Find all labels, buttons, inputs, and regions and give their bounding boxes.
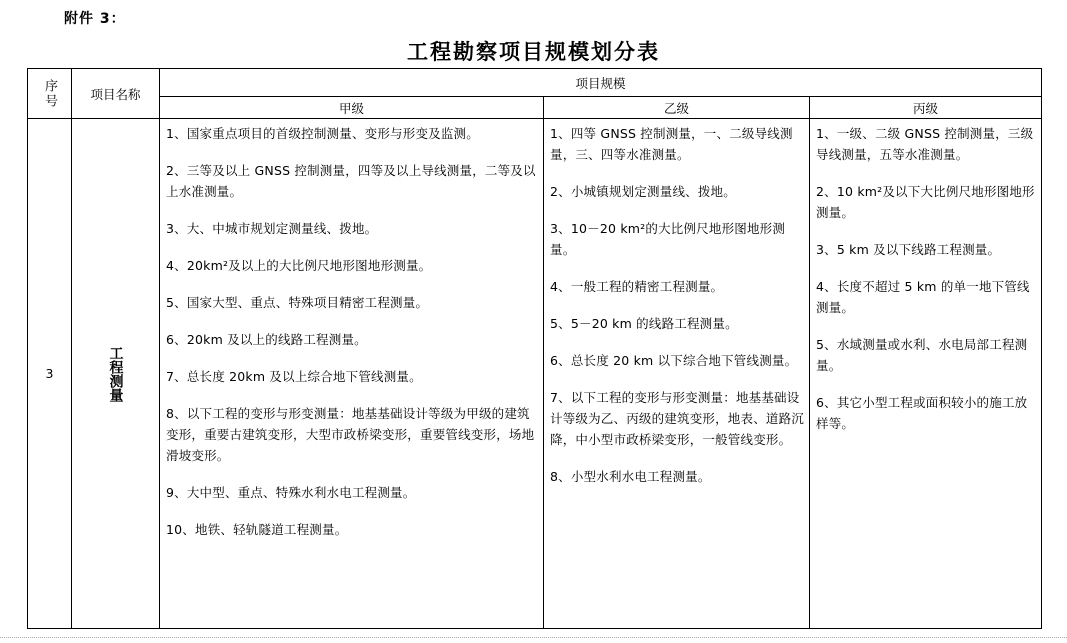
row-name: 工程测量 [107, 345, 124, 402]
list-item: 4、20km²及以上的大比例尺地形图地形测量。 [166, 258, 432, 273]
grade-b-cell [544, 119, 810, 629]
grade-a-cell [160, 119, 544, 629]
row-name-cell [72, 119, 160, 629]
list-item: 2、小城镇规划定测量线、拨地。 [550, 184, 736, 199]
grade-b-list [544, 119, 809, 487]
list-item: 6、20km 及以上的线路工程测量。 [166, 332, 367, 347]
grade-a-list [160, 119, 543, 540]
header-name: 项目名称 [72, 69, 160, 119]
list-item: 4、长度不超过 5 km 的单一地下管线测量。 [816, 279, 1030, 315]
grade-c-list [810, 119, 1041, 434]
list-item: 1、四等 GNSS 控制测量，一、二级导线测量，三、四等水准测量。 [550, 126, 793, 162]
list-item: 2、10 km²及以下大比例尺地形图地形测量。 [816, 184, 1035, 220]
list-item: 4、一般工程的精密工程测量。 [550, 279, 724, 294]
page-divider [0, 637, 1067, 638]
list-item: 2、三等及以上 GNSS 控制测量，四等及以上导线测量，二等及以上水准测量。 [166, 163, 536, 199]
page-title: 工程勘察项目规模划分表 [407, 40, 660, 64]
list-item: 5、5－20 km 的线路工程测量。 [550, 316, 738, 331]
list-item: 3、5 km 及以下线路工程测量。 [816, 242, 1001, 257]
list-item: 8、小型水利水电工程测量。 [550, 469, 711, 484]
header-seq-label: 序号 [42, 78, 57, 109]
row-number: 3 [28, 119, 72, 629]
attachment-label: 附件 3： [64, 11, 126, 27]
list-item: 1、一级、二级 GNSS 控制测量，三级导线测量，五等水准测量。 [816, 126, 1034, 162]
list-item: 9、大中型、重点、特殊水利水电工程测量。 [166, 485, 416, 500]
list-item: 5、国家大型、重点、特殊项目精密工程测量。 [166, 295, 429, 310]
list-item: 3、大、中城市规划定测量线、拨地。 [166, 221, 378, 236]
list-item: 8、以下工程的变形与形变测量：地基基础设计等级为甲级的建筑变形，重要古建筑变形，大型市政桥梁变形，重要管线变形，场地滑坡变形。 [166, 406, 535, 463]
list-item: 10、地铁、轻轨隧道工程测量。 [166, 522, 348, 537]
scale-table [27, 68, 1042, 629]
header-grade-b: 乙级 [544, 97, 810, 119]
list-item: 7、总长度 20km 及以上综合地下管线测量。 [166, 369, 422, 384]
header-grade-a: 甲级 [160, 97, 544, 119]
list-item: 5、水域测量或水利、水电局部工程测量。 [816, 337, 1028, 373]
list-item: 3、10－20 km²的大比例尺地形图地形测量。 [550, 221, 786, 257]
list-item: 7、以下工程的变形与形变测量：地基基础设计等级为乙、丙级的建筑变形，地表、道路沉降，中小型市政桥梁变形，一般管线变形。 [550, 390, 805, 447]
grade-c-cell [810, 119, 1042, 629]
header-grade-c: 丙级 [810, 97, 1042, 119]
list-item: 6、其它小型工程或面积较小的施工放样等。 [816, 395, 1028, 431]
header-scale: 项目规模 [160, 69, 1042, 97]
list-item: 6、总长度 20 km 以下综合地下管线测量。 [550, 353, 798, 368]
header-seq [28, 69, 72, 119]
list-item: 1、国家重点项目的首级控制测量、变形与形变及监测。 [166, 126, 479, 141]
